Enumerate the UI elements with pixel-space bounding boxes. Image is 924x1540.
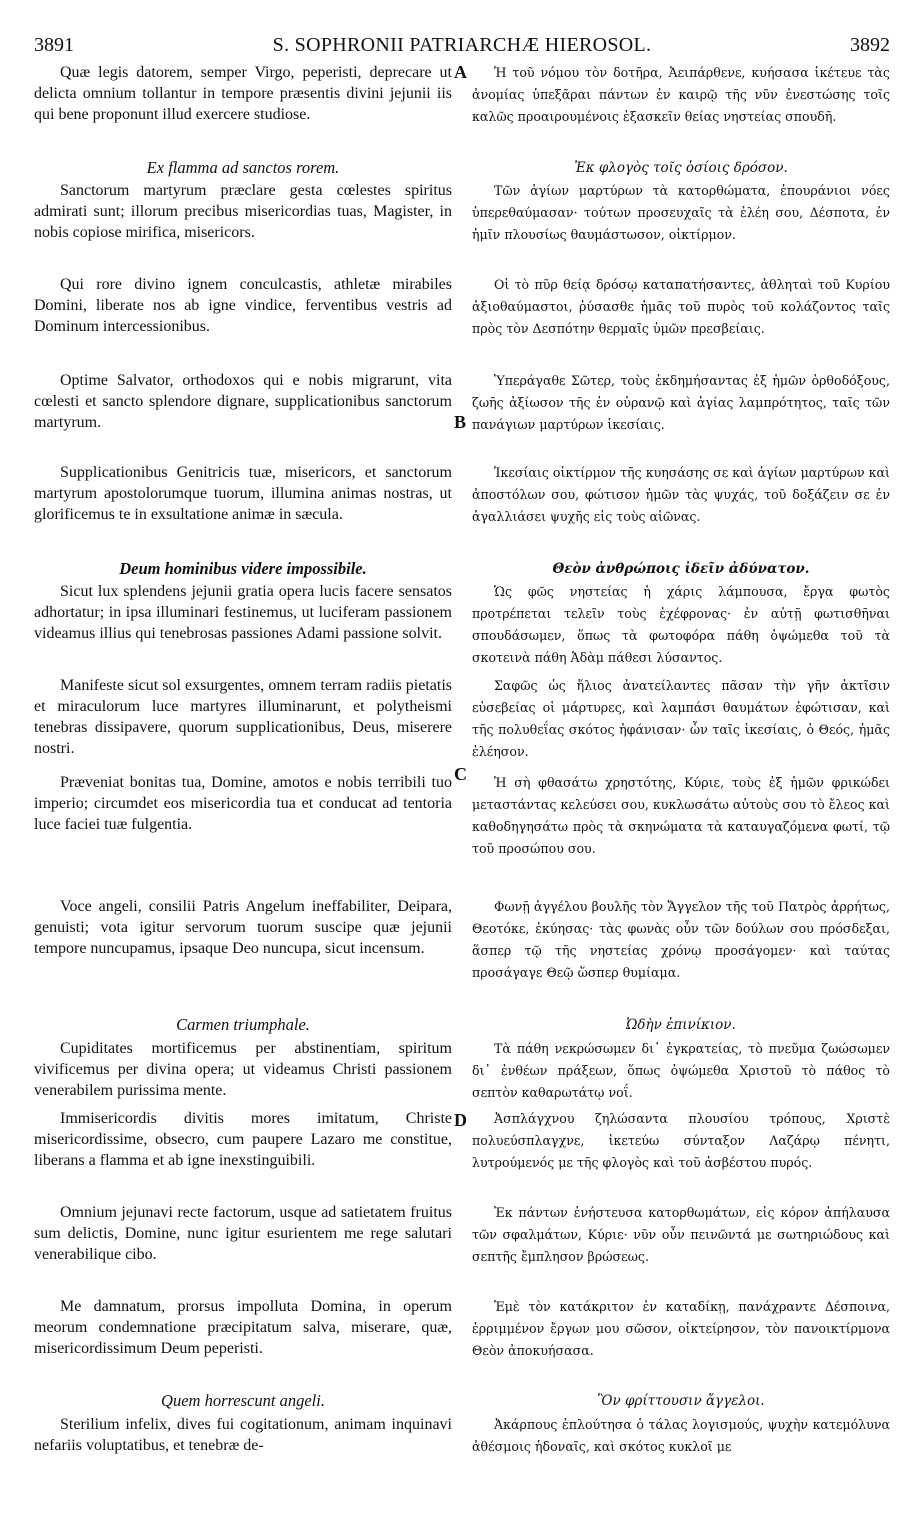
latin-paragraph: Manifeste sicut sol exsurgentes, omnem terram radiis pietatis et miraculorum luce martyres illuminarunt, et polytheismi tenebras dissipavere, quorum supplicationibus, Deus, miserere nostri.	[34, 677, 452, 757]
running-header	[30, 34, 894, 60]
greek-paragraph: Φωνῇ ἀγγέλου βουλῆς τὸν Ἄγγελον τῆς τοῦ Πατρὸς ἀρρήτως, Θεοτόκε, ἐκύησας· τὰς φωνὰς οὖν τῶν δούλων σου πρόσδεξαι, ἅσπερ τῷ τῆς νηστείας χρόνῳ προσάγομεν· καὶ ταύτας προσάγαγε Θεῷ ὥσπερ θυμίαμα.	[472, 899, 890, 980]
greek-paragraph: Τῶν ἁγίων μαρτύρων τὰ κατορθώματα, ἐπουράνιοι νόες ὑπερεθαύμασαν· τούτων προσευχαῖς τὰ ἐλέη σου, Δέσποτα, ἐν ἡμῖν πλουσίως θαυμάστωσον, οἰκτίρμον.	[472, 183, 890, 242]
latin-paragraph: Sicut lux splendens jejunii gratia opera lucis facere sensatos adhortatur; in ipsa illuminari festinemus, ut luciferam passionem videamus illius qui tenebrosas passiones Adami passione solvit.	[34, 583, 452, 642]
latin-paragraph: Omnium jejunavi recte factorum, usque ad satietatem fruitus sum delictis, Domine, nunc igitur esurientem me rege salutari venerabilique cibo.	[34, 1204, 452, 1263]
section-marker-a: A	[454, 62, 467, 82]
running-title: S. SOPHRONII PATRIARCHÆ HIEROSOL.	[272, 34, 652, 56]
latin-paragraph: Qui rore divino ignem conculcastis, athletæ mirabiles Domini, liberate nos ab igne vindice, ferventibus vestris ad Dominum intercessionibus.	[34, 276, 452, 335]
page-number-right: 3892	[850, 34, 890, 56]
latin-paragraph: Præveniat bonitas tua, Domine, amotos e nobis terribili tuo imperio; circumdet eos misericordia tua et conducat ad tentoria luce faciei tuæ fulgentia.	[34, 774, 452, 833]
greek-paragraph: Οἱ τὸ πῦρ θείᾳ δρόσῳ καταπατήσαντες, ἀθληταὶ τοῦ Κυρίου ἀξιοθαύμαστοι, ῥύσασθε ἡμᾶς τοῦ πυρὸς τοῦ κολάζοντος ταῖς πρὸς τὸν Δεσπότην θερμαῖς ὑμῶν πρεσβείαις.	[472, 277, 890, 336]
latin-paragraph: Me damnatum, prorsus impolluta Domina, in operum meorum condemnatione præcipitatum salva, miserare, quæ, misericordissimum Deum peperisti.	[34, 1298, 452, 1357]
greek-heading: Θεὸν ἀνθρώποις ἰδεῖν ἀδύνατον.	[552, 561, 810, 577]
greek-paragraph: Ἱκεσίαις οἰκτίρμον τῆς κυησάσης σε καὶ ἁγίων μαρτύρων καὶ ἀποστόλων σου, φώτισον ἡμῶν τὰς ψυχάς, τοῦ δοξάζειν σε ἐν ἀγαλλιάσει ψυχῆς εἰς τοὺς αἰῶνας.	[472, 465, 890, 524]
latin-paragraph: Sterilium infelix, dives fui cogitationum, animam inquinavi nefariis voluptatibus, et tenebræ de-	[34, 1416, 452, 1454]
greek-paragraph: Ὡς φῶς νηστείας ἡ χάρις λάμπουσα, ἔργα φωτὸς προτρέπεται τελεῖν τοὺς ἐχέφρονας· ἐν αὐτῇ φωτισθῆναι σπουδάσωμεν, ὅπως τὰ φωτοφόρα πάθη ὀψώμεθα τοῦ τὰ σκοτεινὰ πάθη Ἀδὰμ πάθεσι λύσαντος.	[472, 584, 890, 665]
greek-heading: Ὠδὴν ἐπινίκιον.	[626, 1017, 736, 1033]
latin-heading: Deum hominibus videre impossibile.	[119, 559, 367, 578]
greek-paragraph: Σαφῶς ὡς ἥλιος ἀνατείλαντες πᾶσαν τὴν γῆν ἀκτῖσιν εὐσεβείας οἱ μάρτυρες, καὶ λαμπάσι θαυμάτων ἐφώτισαν, καὶ τῆς πολυθεΐας σκότος ἠφάνισαν· ὧν ταῖς ἱκεσίαις, ὁ Θεός, ἡμᾶς ἐλέησον.	[472, 678, 890, 759]
latin-paragraph: Quæ legis datorem, semper Virgo, peperisti, deprecare ut delicta omnium tollantur in tempore præsentis divini jejunii iis qui bene proponunt illud exercere studiose.	[34, 64, 452, 123]
latin-paragraph: Supplicationibus Genitricis tuæ, misericors, et sanctorum martyrum apostolorumque tuorum, illumina animas nostras, ut glorificemus te in exsultatione animæ in sæcula.	[34, 464, 452, 523]
greek-paragraph: Τὰ πάθη νεκρώσωμεν δι᾽ ἐγκρατείας, τὸ πνεῦμα ζωώσωμεν δι᾽ ἐνθέων πράξεων, ὅπως ὀψώμεθα Χριστοῦ τὸ πάθος τὸ σεπτὸν καθαρωτάτῳ νοΐ.	[472, 1041, 890, 1100]
latin-paragraph: Sanctorum martyrum præclare gesta cœlestes spiritus admirati sunt; illorum precibus misericordias tuas, Magister, in nobis copiose mirifica, misericors.	[34, 182, 452, 241]
greek-paragraph: Ἐμὲ τὸν κατάκριτον ἐν καταδίκῃ, πανάχραντε Δέσποινα, ἐρριμμένον ἔργων μου σῶσον, οἰκτείρησον, τὸν πανοικτίρμονα Θεὸν ἀποκυήσασα.	[472, 1299, 890, 1358]
latin-heading: Carmen triumphale.	[176, 1015, 310, 1034]
latin-paragraph: Immisericordis divitis mores imitatum, Christe misericordissime, obsecro, cum paupere Lazaro me constitue, liberans a flamma et ab igne inexstinguibili.	[34, 1110, 452, 1169]
greek-heading: Ὃν φρίττουσιν ἄγγελοι.	[597, 1393, 765, 1409]
greek-paragraph: Ἀσπλάγχνου ζηλώσαντα πλουσίου τρόπους, Χριστὲ πολυεύσπλαγχνε, ἱκετεύω σύνταξον Λαζάρῳ πένητι, λυτρούμενός με τῆς φλογὸς καὶ τοῦ ἀσβέστου πυρός.	[472, 1111, 890, 1170]
latin-paragraph: Voce angeli, consilii Patris Angelum ineffabiliter, Deipara, genuisti; vota igitur servorum tuorum suscipe quæ jejunii tempore nuncupamus, ipsaque Deo nuncupa, sicut incensum.	[34, 898, 452, 957]
page-number-left: 3891	[34, 34, 74, 56]
latin-heading: Ex flamma ad sanctos rorem.	[146, 158, 340, 177]
latin-heading: Quem horrescunt angeli.	[161, 1391, 325, 1410]
greek-paragraph: Ἐκ πάντων ἐνήστευσα κατορθωμάτων, εἰς κόρον ἀπήλαυσα τῶν σφαλμάτων, Κύριε· νῦν οὖν πεινῶντά με σωτηριώδους καὶ σεπτῆς ἔμπλησον βρώσεως.	[472, 1205, 890, 1264]
greek-paragraph: Ἀκάρπους ἐπλούτησα ὁ τάλας λογισμούς, ψυχὴν κατεμόλυνα ἀθέσμοις ἡδοναῖς, καὶ σκότος κυκλοῖ με	[472, 1417, 890, 1454]
section-marker-d: D	[454, 1110, 467, 1130]
latin-paragraph: Cupiditates mortificemus per abstinentiam, spiritum vivificemus per divina opera; ut videamus Christi passionem venerabilem purissima mente.	[34, 1040, 452, 1099]
greek-paragraph: Ἡ σὴ φθασάτω χρηστότης, Κύριε, τοὺς ἐξ ἡμῶν φρικώδει μεταστάντας κελεύσει σου, κυκλωσάτω αὐτοὺς σου τὸ ἔλεος καὶ καθοδηγησάτω πρὸς τὰ σκηνώματα τὰ καταυγαζόμενα φωτί, τῷ τοῦ προσώπου σου.	[472, 775, 890, 856]
section-marker-c: C	[454, 764, 467, 784]
greek-heading: Ἐκ φλογὸς τοῖς ὁσίοις δρόσον.	[574, 160, 788, 176]
greek-paragraph: Ἡ τοῦ νόμου τὸν δοτῆρα, Ἀειπάρθενε, κυήσασα ἱκέτευε τὰς ἀνομίας ὑπεξᾶραι πάντων ἐν καιρῷ τῆς νῦν ἐνεστώσης τοῖς καλῶς προαιρουμένοις ἐξασκεῖν θείας νηστείας σπουδῆ.	[472, 65, 890, 124]
latin-paragraph: Optime Salvator, orthodoxos qui e nobis migrarunt, vita cœlesti et sancto splendore dignare, supplicationibus sanctorum martyrum.	[34, 372, 452, 431]
greek-paragraph: Ὑπεράγαθε Σῶτερ, τοὺς ἐκδημήσαντας ἐξ ἡμῶν ὀρθοδόξους, ζωῆς ἀξίωσον τῆς ἐν οὐρανῷ καὶ ἁγίας λαμπρότητος, ταῖς τῶν πανάγιων μαρτύρων ἱκεσίαις.	[472, 373, 890, 432]
section-marker-b: B	[454, 412, 467, 432]
